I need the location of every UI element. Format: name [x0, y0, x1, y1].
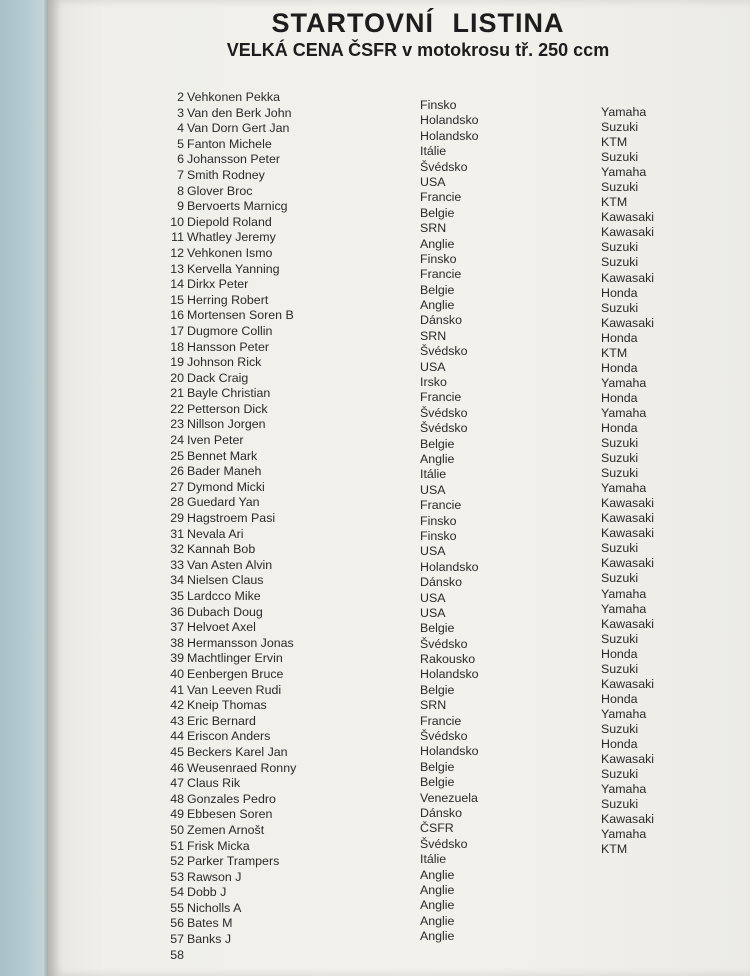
start-number: 18	[170, 339, 184, 354]
rider-country: Švédsko	[420, 636, 468, 651]
rider-name: Eenbergen Bruce	[187, 666, 284, 681]
motorcycle-brand: KTM	[601, 842, 628, 857]
rider-name: Hagstroem Pasi	[187, 511, 276, 526]
rider-country: Finsko	[420, 98, 457, 112]
motorcycle-brand: Kawasaki	[601, 556, 655, 571]
motorcycle-brand: KTM	[601, 135, 628, 150]
country-column	[420, 98, 479, 944]
rider-name: Helvoet Axel	[187, 620, 256, 635]
motorcycle-brand: Suzuki	[601, 451, 639, 466]
motorcycle-brand: Kawasaki	[601, 526, 655, 541]
page-fold-shadow	[48, 0, 62, 976]
motorcycle-brand: Yamaha	[601, 827, 647, 842]
start-number: 39	[170, 651, 184, 666]
motorcycle-brand: Suzuki	[601, 721, 639, 736]
rider-name: Johansson Peter	[187, 152, 280, 167]
rider-country: Francie	[420, 713, 462, 728]
rider-country: USA	[420, 359, 446, 374]
rider-country: Itálie	[420, 852, 447, 867]
motorcycle-brand: Suzuki	[601, 255, 639, 270]
start-number: 10	[170, 214, 184, 229]
rider-country: Francie	[420, 498, 462, 513]
motorcycle-brand: Yamaha	[601, 586, 647, 601]
rider-name: Dirkx Peter	[187, 277, 249, 292]
rider-country: Belgie	[420, 759, 455, 774]
rider-name: Bates M	[187, 916, 233, 931]
start-number: 53	[170, 869, 184, 884]
motorcycle-brand: Yamaha	[601, 481, 647, 496]
start-number: 40	[170, 666, 184, 681]
motorcycle-brand: Suzuki	[601, 631, 639, 646]
start-number: 27	[170, 479, 184, 494]
motorcycle-brand: Suzuki	[601, 240, 639, 255]
motorcycle-brand: Honda	[601, 420, 638, 435]
start-number: 52	[170, 854, 184, 869]
start-number: 55	[170, 900, 184, 915]
rider-name: Dubach Doug	[187, 604, 263, 619]
motorcycle-brand-column	[601, 105, 654, 857]
start-number: 56	[170, 916, 184, 931]
rider-name: Hermansson Jonas	[187, 635, 294, 650]
rider-name: Vehkonen Pekka	[187, 90, 281, 104]
rider-country: Anglie	[420, 913, 455, 928]
start-number: 32	[170, 542, 184, 557]
start-number: 37	[170, 620, 184, 635]
rider-name: Guedard Yan	[187, 495, 260, 510]
rider-name: Machtlinger Ervin	[187, 651, 283, 666]
start-number: 19	[170, 355, 184, 370]
motorcycle-brand: Yamaha	[601, 105, 647, 119]
rider-country: Francie	[420, 190, 462, 205]
rider-name: Hansson Peter	[187, 339, 269, 354]
rider-country: Francie	[420, 390, 462, 405]
rider-country: Švédsko	[420, 405, 468, 420]
start-number-column	[160, 90, 184, 963]
start-number: 17	[170, 323, 184, 338]
rider-country: Itálie	[420, 144, 447, 159]
start-number: 50	[170, 822, 184, 837]
motorcycle-brand: Honda	[601, 390, 638, 405]
motorcycle-brand: Yamaha	[601, 165, 647, 180]
rider-name: Claus Rik	[187, 776, 241, 791]
start-number: 6	[177, 152, 184, 167]
rider-name: Eric Bernard	[187, 713, 256, 728]
motorcycle-brand: Suzuki	[601, 661, 639, 676]
motorcycle-brand: Kawasaki	[601, 812, 655, 827]
rider-country: Belgie	[420, 775, 455, 790]
start-number: 9	[177, 199, 184, 214]
rider-country: Švédsko	[420, 159, 468, 174]
rider-country: SRN	[420, 221, 447, 236]
rider-country: Švédsko	[420, 729, 468, 744]
motorcycle-brand: Suzuki	[601, 797, 639, 812]
rider-country: ČSFR	[420, 821, 454, 836]
start-number: 2	[177, 90, 184, 104]
rider-country: USA	[420, 482, 446, 497]
start-number: 41	[170, 682, 184, 697]
rider-name: Johnson Rick	[187, 355, 262, 370]
motorcycle-brand: Suzuki	[601, 571, 639, 586]
rider-country: Finsko	[420, 528, 457, 543]
start-number: 57	[170, 932, 184, 947]
start-number: 47	[170, 776, 184, 791]
motorcycle-brand: Suzuki	[601, 466, 639, 481]
start-number: 23	[170, 417, 184, 432]
motorcycle-brand: Yamaha	[601, 706, 647, 721]
start-number: 29	[170, 511, 184, 526]
start-number: 20	[170, 370, 184, 385]
document-title: STARTOVNÍ LISTINA	[271, 8, 565, 38]
start-number: 28	[170, 495, 184, 510]
rider-country: Anglie	[420, 298, 455, 313]
rider-name: Weusenraed Ronny	[187, 760, 297, 775]
motorcycle-brand: Yamaha	[601, 405, 647, 420]
start-number: 43	[170, 713, 184, 728]
start-number: 48	[170, 791, 184, 806]
rider-name: Rawson J	[187, 869, 242, 884]
rider-name: Van Dorn Gert Jan	[187, 121, 290, 136]
rider-country: Itálie	[420, 467, 447, 482]
motorcycle-brand: Suzuki	[601, 300, 639, 315]
rider-country: Finsko	[420, 251, 457, 266]
start-number: 25	[170, 448, 184, 463]
rider-name: Beckers Karel Jan	[187, 744, 288, 759]
motorcycle-brand: Yamaha	[601, 782, 647, 797]
rider-name: Dugmore Collin	[187, 323, 273, 338]
start-number: 58	[170, 947, 184, 962]
start-number: 49	[170, 807, 184, 822]
rider-country: Anglie	[420, 882, 455, 897]
motorcycle-brand: Honda	[601, 736, 638, 751]
motorcycle-brand: Suzuki	[601, 436, 639, 451]
rider-name: Banks J	[187, 932, 232, 947]
rider-country: Belgie	[420, 282, 455, 297]
start-number: 46	[170, 760, 184, 775]
rider-name: Bennet Mark	[187, 448, 258, 463]
rider-country: Holandsko	[420, 559, 479, 574]
rider-country: Holandsko	[420, 113, 479, 128]
rider-name: Bayle Christian	[187, 386, 271, 401]
rider-name: Eriscon Anders	[187, 729, 271, 744]
rider-name: Nevala Ari	[187, 526, 244, 541]
rider-country: USA	[420, 174, 446, 189]
rider-name: Frisk Micka	[187, 838, 250, 853]
rider-country: Belgie	[420, 621, 455, 636]
rider-name: Dack Craig	[187, 370, 249, 385]
rider-name: Whatley Jeremy	[187, 230, 276, 245]
rider-country: USA	[420, 544, 446, 559]
motorcycle-brand: Kawasaki	[601, 315, 655, 330]
motorcycle-brand: Kawasaki	[601, 210, 655, 225]
rider-country: Finsko	[420, 513, 457, 528]
start-number: 26	[170, 464, 184, 479]
rider-country: Belgie	[420, 436, 455, 451]
motorcycle-brand: Honda	[601, 360, 638, 375]
rider-country: Dánsko	[420, 805, 463, 820]
document-page	[48, 0, 750, 976]
start-number: 35	[170, 589, 184, 603]
start-number: 38	[170, 635, 184, 650]
motorcycle-brand: Suzuki	[601, 180, 639, 195]
rider-country: Švédsko	[420, 344, 468, 359]
motorcycle-brand: KTM	[601, 345, 628, 360]
rider-country: USA	[420, 590, 446, 605]
rider-country: Švédsko	[420, 836, 468, 851]
rider-name: Vehkonen Ismo	[187, 245, 273, 260]
rider-country: Holandsko	[420, 744, 479, 759]
rider-country: Holandsko	[420, 667, 479, 682]
rider-name: Fanton Michele	[187, 136, 272, 151]
rider-country: Holandsko	[420, 128, 479, 143]
rider-name: Gonzales Pedro	[187, 791, 276, 806]
rider-name: Petterson Dick	[187, 401, 268, 416]
start-number: 8	[177, 183, 184, 198]
rider-name: Mortensen Soren B	[187, 308, 294, 323]
motorcycle-brand: Kawasaki	[601, 616, 655, 631]
rider-name: Van Asten Alvin	[187, 557, 273, 572]
rider-name: Bervoerts Marnicg	[187, 199, 288, 214]
motorcycle-brand: Honda	[601, 285, 638, 300]
start-number: 3	[177, 105, 184, 120]
rider-country: Anglie	[420, 867, 455, 882]
rider-name: Herring Robert	[187, 292, 269, 307]
rider-country: Irsko	[420, 375, 447, 390]
motorcycle-brand: Suzuki	[601, 767, 639, 782]
start-number: 16	[170, 308, 184, 323]
rider-name: Lardcco Mike	[187, 589, 261, 603]
rider-country: Anglie	[420, 451, 455, 466]
start-number: 34	[170, 573, 184, 588]
rider-country: Rakousko	[420, 652, 476, 667]
start-number: 42	[170, 698, 184, 713]
start-number: 5	[177, 136, 184, 151]
rider-name: Kannah Bob	[187, 542, 256, 557]
motorcycle-brand: Honda	[601, 646, 638, 661]
rider-name: Glover Broc	[187, 183, 253, 198]
motorcycle-brand: Suzuki	[601, 120, 639, 135]
rider-name: Bader Maneh	[187, 464, 262, 479]
start-number: 31	[170, 526, 184, 541]
start-number: 54	[170, 885, 184, 900]
motorcycle-brand: Honda	[601, 330, 638, 345]
rider-name: Nicholls A	[187, 900, 242, 915]
rider-country: Švédsko	[420, 421, 468, 436]
motorcycle-brand: Kawasaki	[601, 752, 655, 767]
start-number: 22	[170, 401, 184, 416]
rider-country: Francie	[420, 267, 462, 282]
motorcycle-brand: Suzuki	[601, 541, 639, 556]
rider-country: Belgie	[420, 682, 455, 697]
motorcycle-brand: Kawasaki	[601, 496, 655, 511]
start-number: 12	[170, 245, 184, 260]
start-number: 24	[170, 433, 184, 448]
motorcycle-brand: Kawasaki	[601, 511, 655, 526]
rider-name: Smith Rodney	[187, 167, 265, 182]
rider-name: Iven Peter	[187, 433, 244, 448]
motorcycle-brand: KTM	[601, 195, 628, 210]
rider-country: Anglie	[420, 898, 455, 913]
motorcycle-brand: Kawasaki	[601, 270, 655, 285]
rider-country: Anglie	[420, 929, 455, 944]
motorcycle-brand: Yamaha	[601, 375, 647, 390]
start-number: 14	[170, 277, 184, 292]
rider-name: Ebbesen Soren	[187, 807, 273, 822]
start-number: 13	[170, 261, 184, 276]
rider-country: Anglie	[420, 236, 455, 251]
rider-name: Dobb J	[187, 885, 227, 900]
rider-name: Van den Berk John	[187, 105, 292, 120]
start-number: 15	[170, 292, 184, 307]
motorcycle-brand: Yamaha	[601, 601, 647, 616]
rider-name	[187, 948, 296, 964]
rider-name: Kervella Yanning	[187, 261, 280, 276]
start-number: 45	[170, 744, 184, 759]
rider-country: Dánsko	[420, 313, 463, 328]
rider-name: Parker Trampers	[187, 854, 280, 869]
rider-country: Belgie	[420, 205, 455, 220]
rider-name: Kneip Thomas	[187, 698, 267, 713]
rider-name: Diepold Roland	[187, 214, 272, 229]
rider-name: Zemen Arnošt	[187, 822, 265, 837]
motorcycle-brand: Honda	[601, 691, 638, 706]
motorcycle-brand: Suzuki	[601, 150, 639, 165]
start-number: 36	[170, 604, 184, 619]
motorcycle-brand: Kawasaki	[601, 676, 655, 691]
document-subtitle: VELKÁ CENA ČSFR v motokrosu tř. 250 ccm	[226, 40, 610, 60]
motorcycle-brand: Kawasaki	[601, 225, 655, 240]
start-number: 51	[170, 838, 184, 853]
rider-country: SRN	[420, 328, 447, 343]
start-number: 44	[170, 729, 184, 744]
start-number: 7	[177, 167, 184, 182]
rider-name-column	[187, 90, 296, 963]
rider-name: Van Leeven Rudi	[187, 682, 282, 697]
rider-country: USA	[420, 605, 446, 620]
start-number: 4	[177, 121, 184, 136]
start-number: 11	[171, 230, 184, 245]
rider-country: SRN	[420, 698, 447, 713]
binder-cover-edge	[0, 0, 48, 976]
start-number: 33	[170, 557, 184, 572]
start-number: 21	[170, 386, 184, 401]
rider-country: Dánsko	[420, 575, 463, 590]
rider-name: Dymond Micki	[187, 479, 265, 494]
rider-name: Nillson Jorgen	[187, 417, 266, 432]
rider-country: Venezuela	[420, 790, 478, 805]
rider-name: Nielsen Claus	[187, 573, 264, 588]
